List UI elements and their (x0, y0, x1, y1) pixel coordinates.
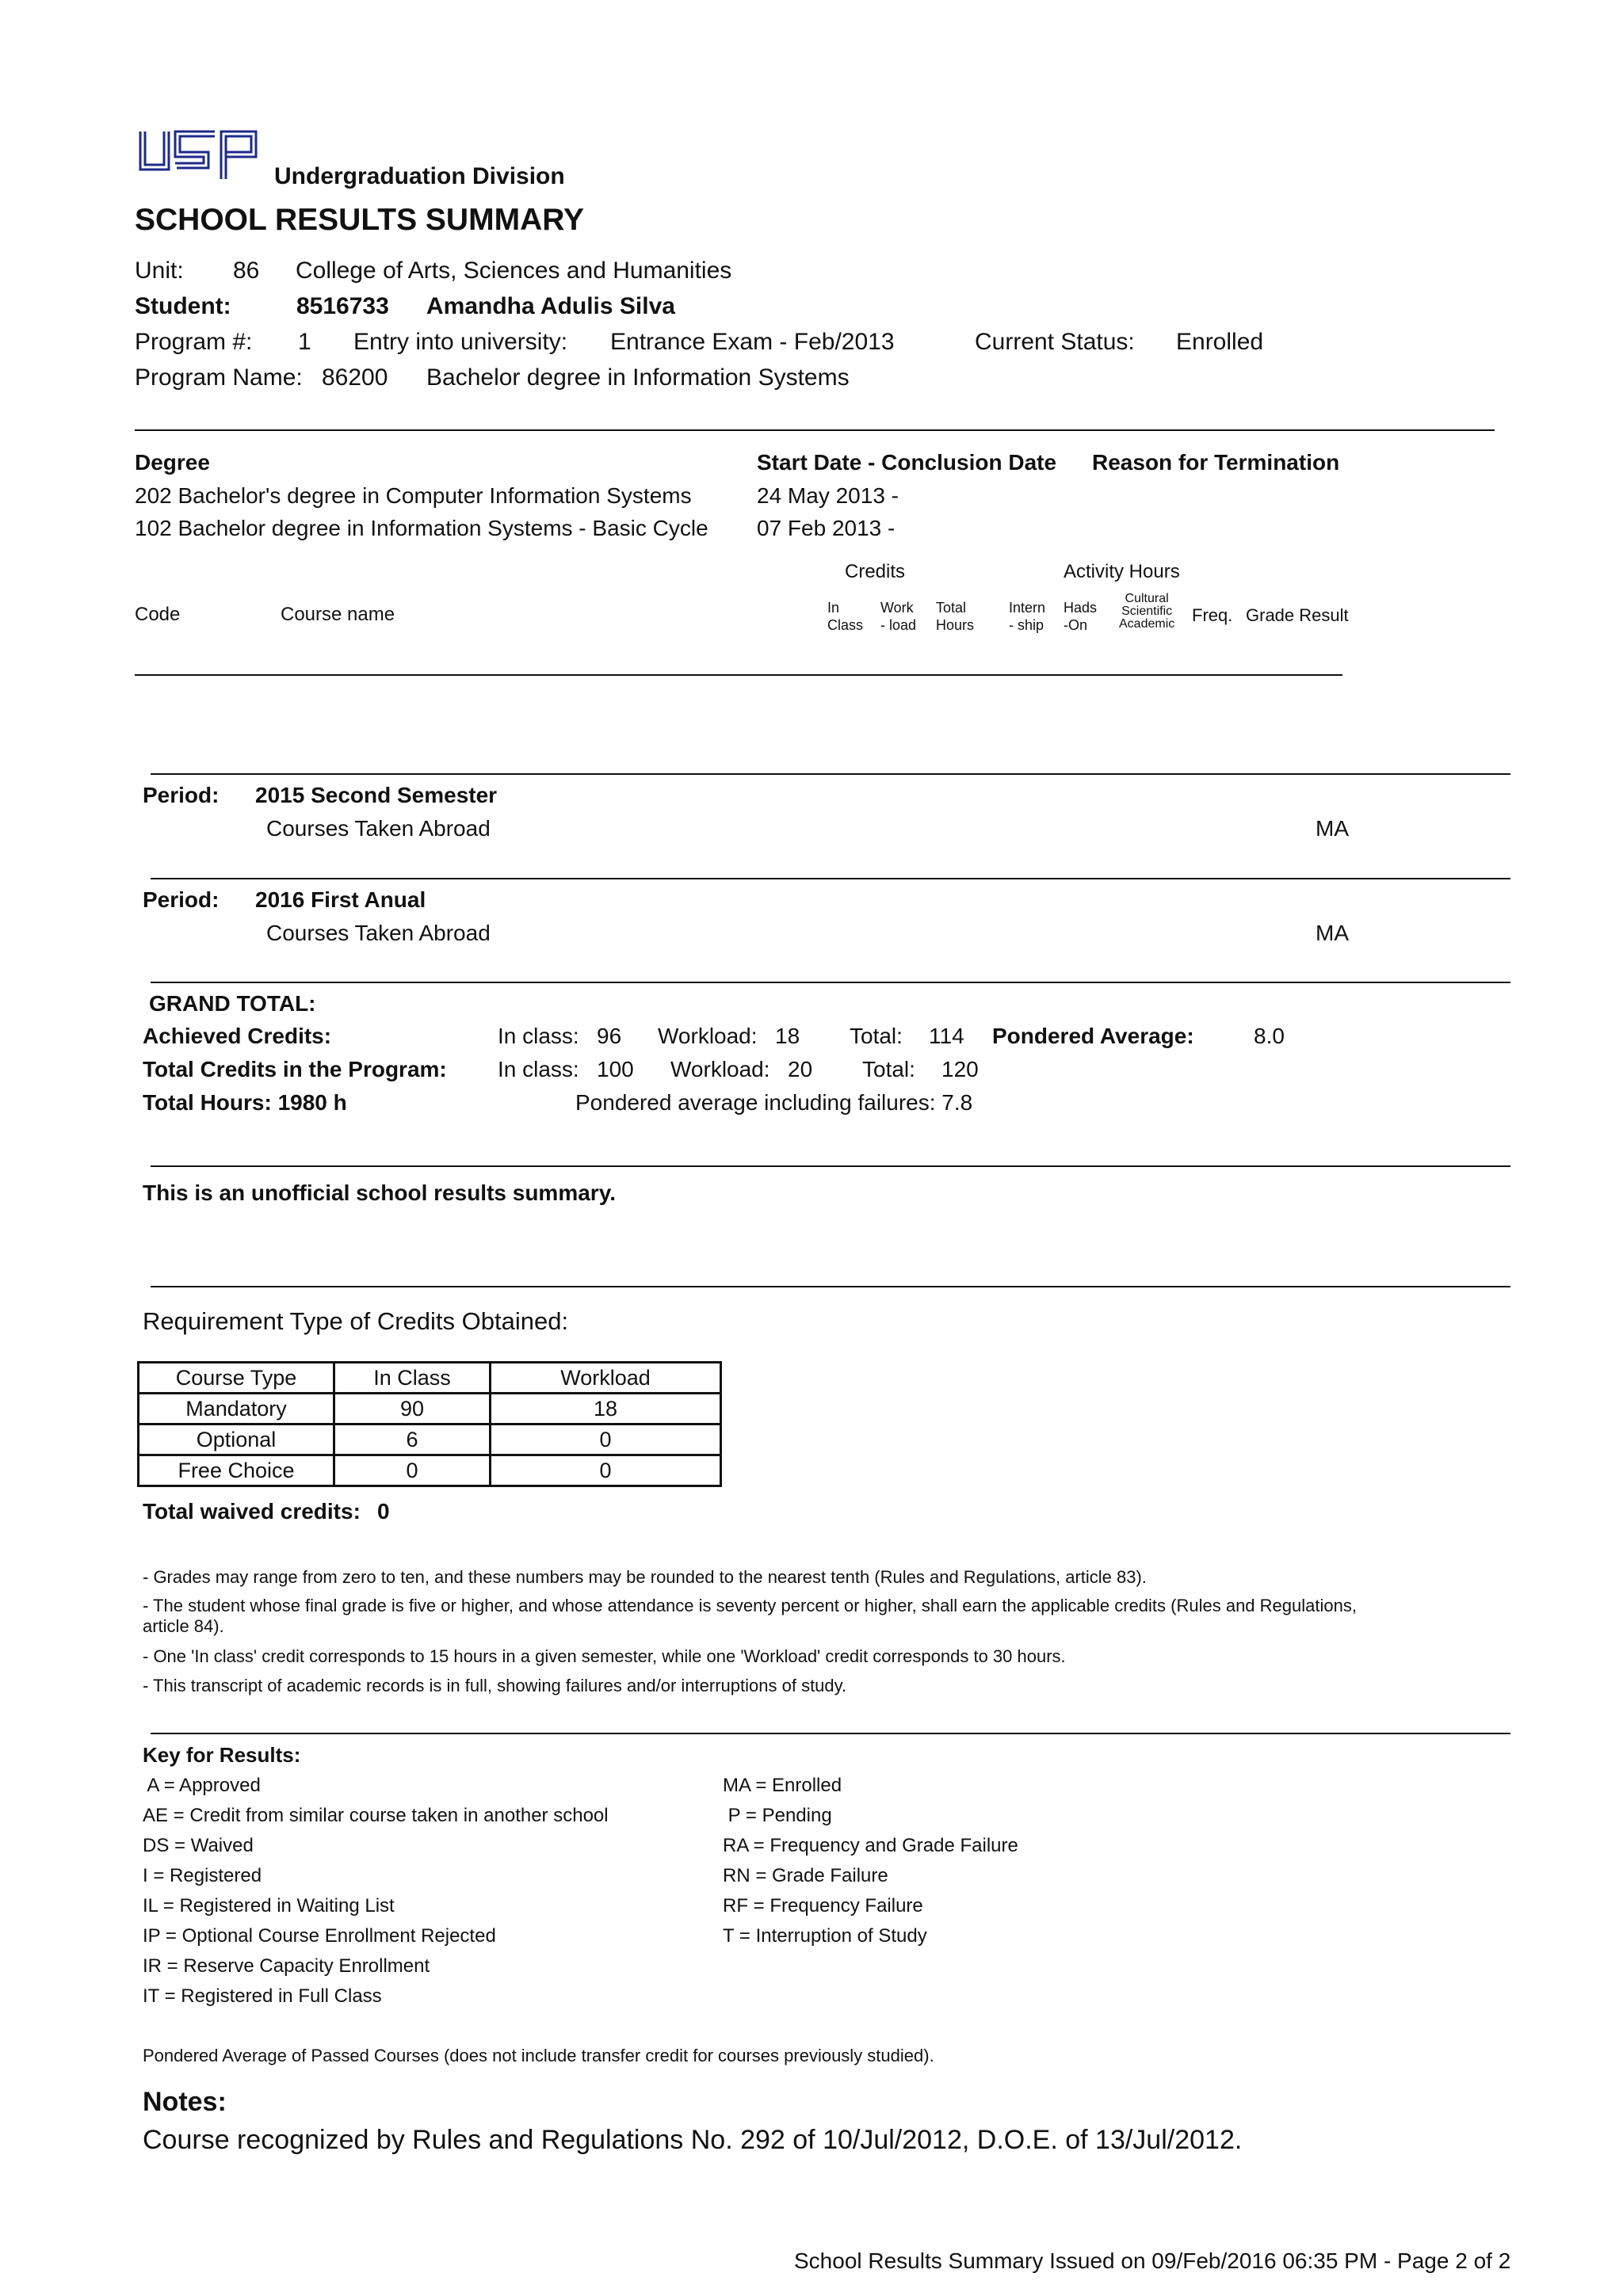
achieved-credits-label: Achieved Credits: (143, 1024, 332, 1048)
degree-dates: 07 Feb 2013 - (757, 516, 896, 540)
key-item: AE = Credit from similar course taken in another school (143, 1805, 609, 1826)
key-item: RF = Frequency Failure (723, 1895, 923, 1917)
period-label: Period: (143, 783, 220, 807)
in-class-header-line: Class (827, 617, 864, 633)
program-workload-value: 20 (788, 1057, 813, 1081)
program-inclass-label: In class: (498, 1057, 579, 1081)
pondered-note: Pondered Average of Passed Courses (does not include transfer credit for courses previously studied). (143, 2046, 934, 2065)
waived-credits-label: Total waived credits: (143, 1499, 361, 1524)
code-header: Code (135, 604, 181, 625)
degree-header: Degree (135, 450, 210, 475)
divider (151, 1733, 1510, 1734)
key-item: RA = Frequency and Grade Failure (723, 1835, 1018, 1856)
grand-total-title: GRAND TOTAL: (149, 991, 316, 1016)
key-title: Key for Results: (143, 1743, 301, 1767)
rule-text: - The student whose final grade is five or higher, and whose attendance is seventy percent or higher, shall earn the applicable credits (Rules and Regulations, (143, 1596, 1357, 1615)
notes-text: Course recognized by Rules and Regulations No. 292 of 10/Jul/2012, D.O.E. of 13/Jul/2012. (143, 2125, 1243, 2155)
page-footer: School Results Summary Issued on 09/Feb/2016 06:35 PM - Page 2 of 2 (794, 2248, 1511, 2273)
achieved-workload-label: Workload: (658, 1024, 758, 1048)
hands-on-header-line: Hads (1064, 600, 1098, 616)
workload-header (880, 599, 916, 634)
achieved-total-value: 114 (929, 1024, 964, 1048)
key-item: A = Approved (143, 1775, 261, 1796)
program-workload-label: Workload: (670, 1057, 770, 1081)
table-cell: Free Choice (139, 1455, 334, 1486)
program-credits-label: Total Credits in the Program: (143, 1057, 447, 1081)
key-item: P = Pending (723, 1805, 832, 1826)
key-item: RN = Grade Failure (723, 1865, 888, 1886)
pondered-average-value: 8.0 (1254, 1024, 1285, 1048)
divider (151, 878, 1510, 879)
total-hours-header (936, 599, 974, 634)
period-name: 2016 First Anual (255, 887, 426, 912)
degree-name: 202 Bachelor's degree in Computer Information Systems (135, 483, 692, 508)
cultural-header-line: Cultural (1125, 592, 1169, 605)
cultural-header-line: Academic (1119, 617, 1175, 631)
table-header-cell: In Class (334, 1363, 491, 1394)
unit-code: 86 (233, 257, 260, 284)
pondered-average-failures: Pondered average including failures: 7.8 (575, 1090, 973, 1115)
grade-result-header: Grade Result (1246, 605, 1349, 625)
waived-credits-value: 0 (377, 1499, 390, 1524)
workload-header-line: - load (880, 617, 917, 633)
table-cell: 18 (491, 1394, 721, 1425)
activity-hours-header: Activity Hours (1064, 561, 1180, 582)
period-name: 2015 Second Semester (255, 783, 498, 807)
table-header-cell: Course Type (139, 1363, 334, 1394)
notes-title: Notes: (143, 2087, 227, 2117)
course-name: Courses Taken Abroad (266, 816, 491, 841)
degree-name: 102 Bachelor degree in Information Systems - Basic Cycle (135, 516, 708, 540)
table-cell: 0 (334, 1455, 491, 1486)
key-item: IR = Reserve Capacity Enrollment (143, 1955, 430, 1977)
unofficial-note: This is an unofficial school results summary. (143, 1180, 616, 1205)
table-cell: 90 (334, 1394, 491, 1425)
achieved-workload-value: 18 (775, 1024, 800, 1048)
table-header-cell: Workload (491, 1363, 721, 1394)
table-cell: 0 (491, 1425, 721, 1455)
unit-label: Unit: (135, 257, 184, 284)
divider (151, 982, 1510, 983)
page-title: SCHOOL RESULTS SUMMARY (135, 203, 584, 237)
student-name: Amandha Adulis Silva (426, 293, 675, 319)
divider (151, 1165, 1510, 1167)
program-total-label: Total: (862, 1057, 915, 1081)
hands-on-header (1064, 599, 1097, 634)
in-class-header (827, 599, 863, 634)
program-label: Program #: (135, 329, 253, 355)
pondered-average-label: Pondered Average: (992, 1024, 1194, 1048)
workload-header-line: Work (880, 600, 914, 616)
total-hours-header-line: Total (936, 600, 967, 616)
achieved-total-label: Total: (850, 1024, 903, 1048)
table-row (139, 1455, 721, 1486)
student-label: Student: (135, 293, 231, 319)
course-name-header: Course name (281, 604, 395, 625)
achieved-inclass-label: In class: (498, 1024, 579, 1048)
cultural-header (1119, 593, 1174, 631)
in-class-header-line: In (827, 600, 840, 616)
grade-result: MA (1316, 816, 1349, 841)
internship-header (1009, 599, 1045, 634)
dates-header: Start Date - Conclusion Date (757, 450, 1057, 475)
rule-text: - This transcript of academic records is in full, showing failures and/or interruptions of study. (143, 1676, 847, 1695)
course-name: Courses Taken Abroad (266, 921, 491, 945)
divider (135, 429, 1495, 431)
program-name: Bachelor degree in Information Systems (426, 364, 850, 391)
table-cell: 0 (491, 1455, 721, 1486)
unit-name: College of Arts, Sciences and Humanities (296, 257, 732, 284)
freq-header: Freq. (1192, 605, 1233, 625)
table-cell: 6 (334, 1425, 491, 1455)
table-row (139, 1394, 721, 1425)
rule-text: article 84). (143, 1616, 224, 1636)
program-inclass-value: 100 (597, 1057, 634, 1081)
rule-text: - One 'In class' credit corresponds to 15 hours in a given semester, while one 'Workload' credit corresponds to 30 hours. (143, 1646, 1066, 1666)
period-label: Period: (143, 887, 220, 912)
program-number: 1 (298, 329, 311, 355)
key-item: MA = Enrolled (723, 1775, 842, 1796)
divider (151, 1286, 1510, 1287)
entry-value: Entrance Exam - Feb/2013 (610, 329, 895, 355)
degree-dates: 24 May 2013 - (757, 483, 899, 508)
termination-header: Reason for Termination (1092, 450, 1340, 475)
rule-text: - Grades may range from zero to ten, and these numbers may be rounded to the nearest tenth (Rules and Regulations, article 83). (143, 1567, 1147, 1587)
entry-label: Entry into university: (353, 329, 568, 355)
requirements-title: Requirement Type of Credits Obtained: (143, 1307, 569, 1335)
table-row (139, 1425, 721, 1455)
program-name-label: Program Name: (135, 364, 303, 391)
table-cell: Optional (139, 1425, 334, 1455)
key-item: IP = Optional Course Enrollment Rejected (143, 1925, 496, 1947)
divider (151, 773, 1510, 775)
credits-header: Credits (845, 561, 906, 582)
total-hours: Total Hours: 1980 h (143, 1090, 347, 1115)
program-code: 86200 (322, 364, 388, 391)
table-cell: Mandatory (139, 1394, 334, 1425)
grade-result: MA (1316, 921, 1349, 945)
key-item: I = Registered (143, 1865, 262, 1886)
key-item: DS = Waived (143, 1835, 254, 1856)
student-id: 8516733 (296, 293, 389, 319)
internship-header-line: - ship (1009, 617, 1044, 633)
status-label: Current Status: (975, 329, 1135, 355)
usp-logo (137, 128, 260, 182)
program-total-value: 120 (941, 1057, 979, 1081)
usp-logo-graphic (137, 128, 260, 182)
achieved-inclass-value: 96 (597, 1024, 622, 1048)
key-item: T = Interruption of Study (723, 1925, 927, 1947)
key-item: IT = Registered in Full Class (143, 1985, 382, 2007)
status-value: Enrolled (1176, 329, 1264, 355)
internship-header-line: Intern (1009, 600, 1046, 616)
table-header-row (139, 1363, 721, 1394)
cultural-header-line: Scientific (1121, 605, 1173, 618)
requirements-table (137, 1361, 722, 1487)
division-name: Undergraduation Division (274, 163, 565, 189)
key-item: IL = Registered in Waiting List (143, 1895, 395, 1917)
total-hours-header-line: Hours (936, 617, 975, 633)
hands-on-header-line: -On (1064, 617, 1088, 633)
divider (135, 674, 1342, 676)
